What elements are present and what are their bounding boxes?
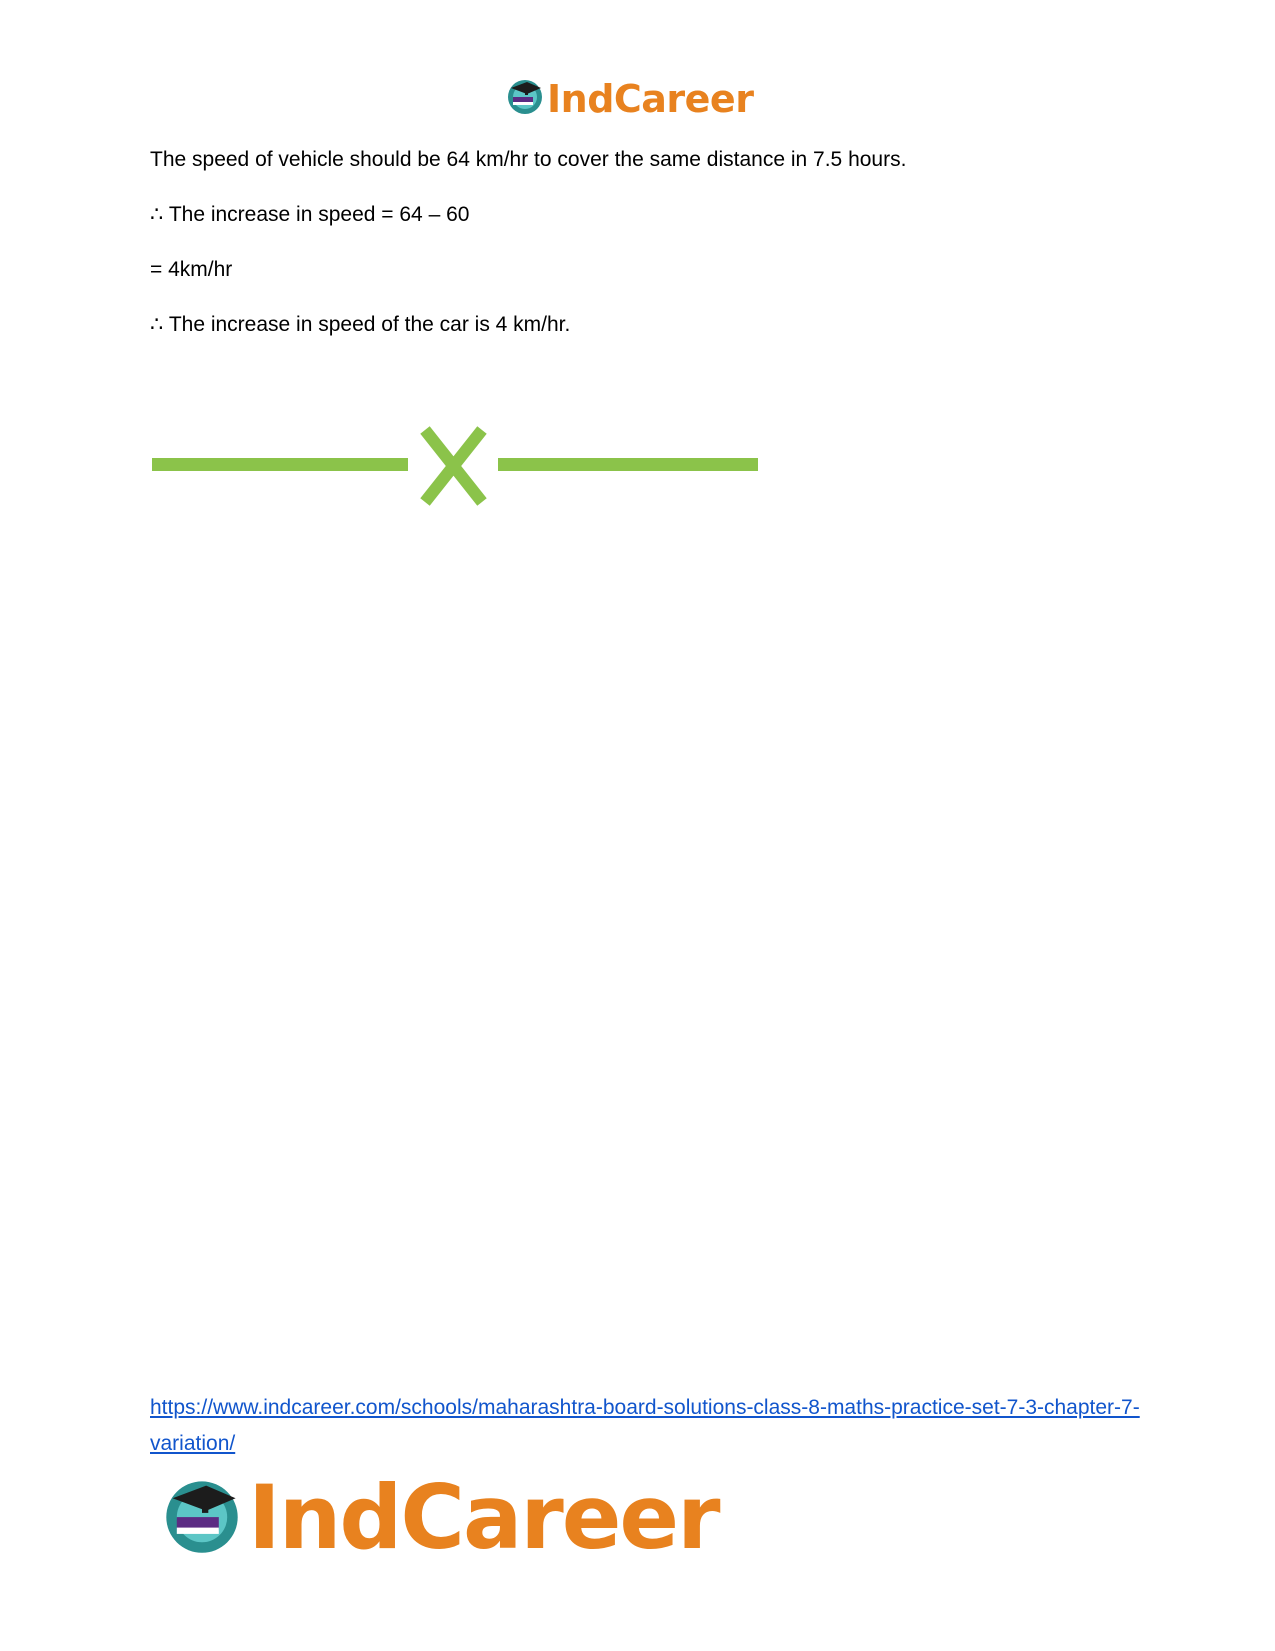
source-link[interactable]: https://www.indcareer.com/schools/maharashtra-board-solutions-class-8-maths-practice-set-7-3-chapter-7-variation/ xyxy=(150,1396,1140,1455)
document-body xyxy=(150,148,1150,368)
footer-logo xyxy=(160,1465,719,1569)
graduation-book-globe-icon xyxy=(505,76,545,121)
body-line: = 4km/hr xyxy=(150,258,233,281)
body-line: ∴ The increase in speed of the car is 4 km/hr. xyxy=(150,313,571,336)
graduation-book-globe-icon xyxy=(160,1473,244,1562)
header-logo-text: IndCareer xyxy=(547,76,754,121)
cross-divider-icon xyxy=(152,424,758,508)
footer-logo-text: IndCareer xyxy=(248,1465,719,1569)
body-line: The speed of vehicle should be 64 km/hr to cover the same distance in 7.5 hours. xyxy=(150,148,907,171)
body-line: ∴ The increase in speed = 64 – 60 xyxy=(150,203,470,226)
header-logo xyxy=(505,76,753,121)
